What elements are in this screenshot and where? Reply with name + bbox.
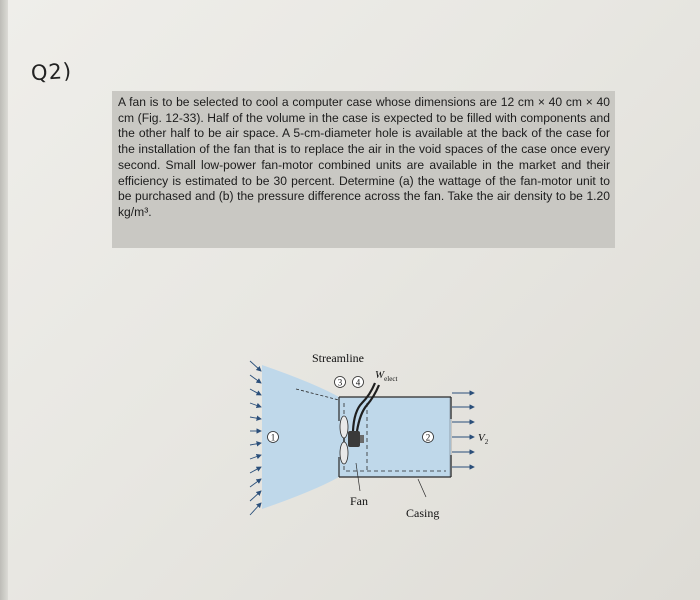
page-edge-shadow [0, 0, 8, 600]
point-4-label: 4 [355, 377, 361, 388]
casing-wall-right [449, 397, 452, 477]
problem-statement-text: A fan is to be selected to cool a computer case whose dimensions are 12 cm × 40 cm × 40 cm (Fig. 12-33). Half of the volume in the case is expected to be filled with components and the other half to be air space. A 5-cm-diameter hole is available at the back of the case for the installation of the fan that is to replace the air in the void spaces of the case once every second. Small low-power fan-motor combined units are available in the market and their efficiency is estimated to be 30 percent. Determine (a) the wattage of the fan-motor unit to be purchased and (b) the pressure difference across the fan. Take the air density to be 1.20 kg/m³. [118, 95, 610, 219]
point-1-label: 1 [270, 432, 276, 443]
fan-blade-lower [340, 442, 348, 464]
fan-motor [348, 431, 360, 447]
question-number: Q2) [30, 58, 73, 86]
w-elect-label [375, 369, 397, 383]
point-3-label: 3 [337, 377, 343, 388]
streamline-label: Streamline [312, 351, 364, 365]
fan-casing-diagram [244, 345, 488, 525]
fan-label: Fan [350, 494, 368, 508]
point-1-marker [268, 432, 279, 443]
v2-subscript: 2 [484, 438, 488, 446]
point-4-marker [353, 377, 364, 388]
outlet-flow-arrows [452, 393, 474, 467]
point-2-marker [423, 432, 434, 443]
casing-label: Casing [406, 506, 440, 520]
fan-blade-upper [340, 416, 348, 438]
point-2-label: 2 [425, 432, 431, 443]
casing-leader-line [418, 479, 426, 497]
w-elect-symbol: W [375, 369, 385, 381]
inlet-flow-arrows [250, 361, 261, 515]
v2-label [478, 432, 488, 446]
v2-symbol: V [478, 432, 485, 444]
problem-statement-box [112, 91, 615, 248]
w-elect-subscript: elect [384, 375, 398, 383]
point-3-marker [335, 377, 346, 388]
fan-casing-figure [244, 345, 488, 525]
